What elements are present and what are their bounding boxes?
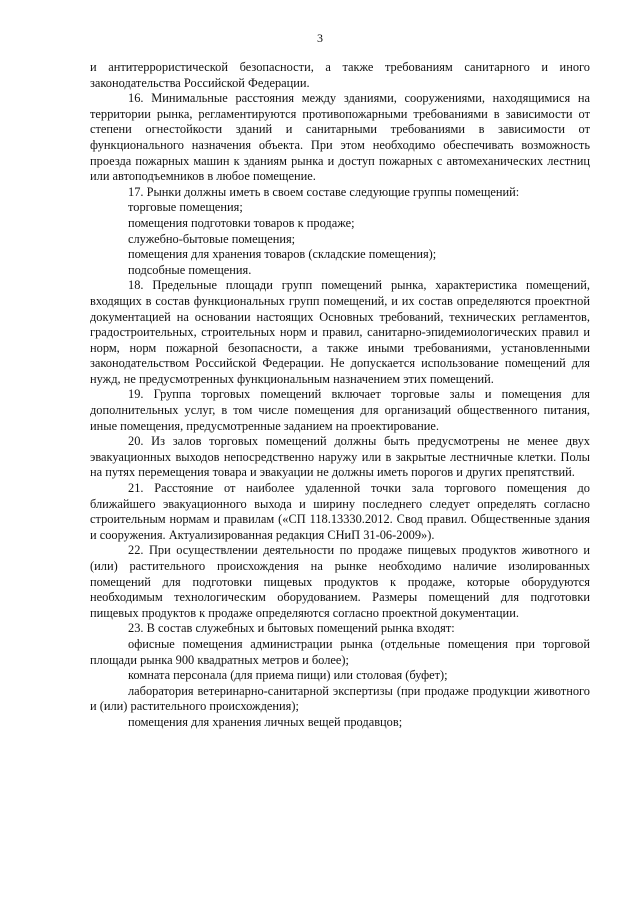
- paragraph: 20. Из залов торговых помещений должны быть предусмотрены не менее двух эвакуационных выходов непосредственно наружу или в закрытые лестничные клетки. Полы на путях перемещения товара и эвакуации не должны иметь порогов и других препятствий.: [90, 434, 590, 480]
- paragraph: 22. При осуществлении деятельности по продаже пищевых продуктов животного и (или) растительного происхождения на рынке необходимо наличие изолированных помещений для подготовки пищевых продуктов к продаже, которые оборудуются необходимым технологическим оборудованием. Размеры помещений для подготовки пищевых продуктов к продаже определяются согласно проектной документации.: [90, 543, 590, 620]
- paragraph: 17. Рынки должны иметь в своем составе следующие группы помещений:: [128, 184, 520, 199]
- paragraph: 21. Расстояние от наиболее удаленной точки зала торгового помещения до ближайшего эвакуационного выхода и ширину последнего следует определять согласно строительным нормам и правилам («СП 118.13330.2012. Свод правил. Общественные здания и сооружения. Актуализированная редакция СНиП 31-06-2009»).: [90, 481, 590, 542]
- paragraph: офисные помещения администрации рынка (отдельные помещения при торговой площади рынка 900 квадратных метров и более);: [90, 636, 590, 667]
- paragraph: лаборатория ветеринарно-санитарной экспертизы (при продаже продукции животного и (или) растительного происхождения);: [90, 683, 590, 714]
- paragraph: помещения для хранения личных вещей продавцов;: [128, 714, 403, 729]
- paragraph: 16. Минимальные расстояния между зданиями, сооружениями, находящимися на территории рынка, регламентируются противопожарными требованиями в зависимости от степени огнестойкости зданий и санитарными требованиями в зависимости от функционального назначения объекта. При этом необходимо обеспечивать возможность проезда пожарных машин к зданиям рынка и доступ пожарных с автомеханических лестниц или автоподъемников в любое помещение.: [90, 91, 590, 184]
- paragraph: 18. Предельные площади групп помещений рынка, характеристика помещений, входящих в состав функциональных групп помещений, и их состав определяются проектной документацией на основании настоящих Основных требований, технических регламентов, градостроительных, строительных норм и правил, санитарно-эпидемиологических правил и норм, норм пожарной безопасности, а также иными требованиями, установленными законодательством Российской Федерации. Не допускается использование помещений для нужд, не предусмотренных функциональным назначением этих помещений.: [90, 278, 590, 386]
- paragraph: комната персонала (для приема пищи) или столовая (буфет);: [128, 668, 448, 683]
- list-item: помещения для хранения товаров (складские помещения);: [128, 247, 437, 262]
- list-item: служебно-бытовые помещения;: [128, 231, 296, 246]
- list-item: помещения подготовки товаров к продаже;: [128, 215, 355, 230]
- document-body: [90, 60, 590, 731]
- list-item: подсобные помещения.: [128, 262, 252, 277]
- paragraph: и антитеррористической безопасности, а также требованиям санитарного и иного законодательства Российской Федерации.: [90, 60, 590, 90]
- page-number: 3: [317, 31, 323, 45]
- paragraph: 23. В состав служебных и бытовых помещений рынка входят:: [128, 621, 455, 636]
- paragraph: 19. Группа торговых помещений включает торговые залы и помещения для дополнительных услуг, в том числе помещения для организаций общественного питания, иные помещения, предусмотренные заданием на проектирование.: [90, 387, 590, 433]
- list-item: торговые помещения;: [128, 200, 243, 215]
